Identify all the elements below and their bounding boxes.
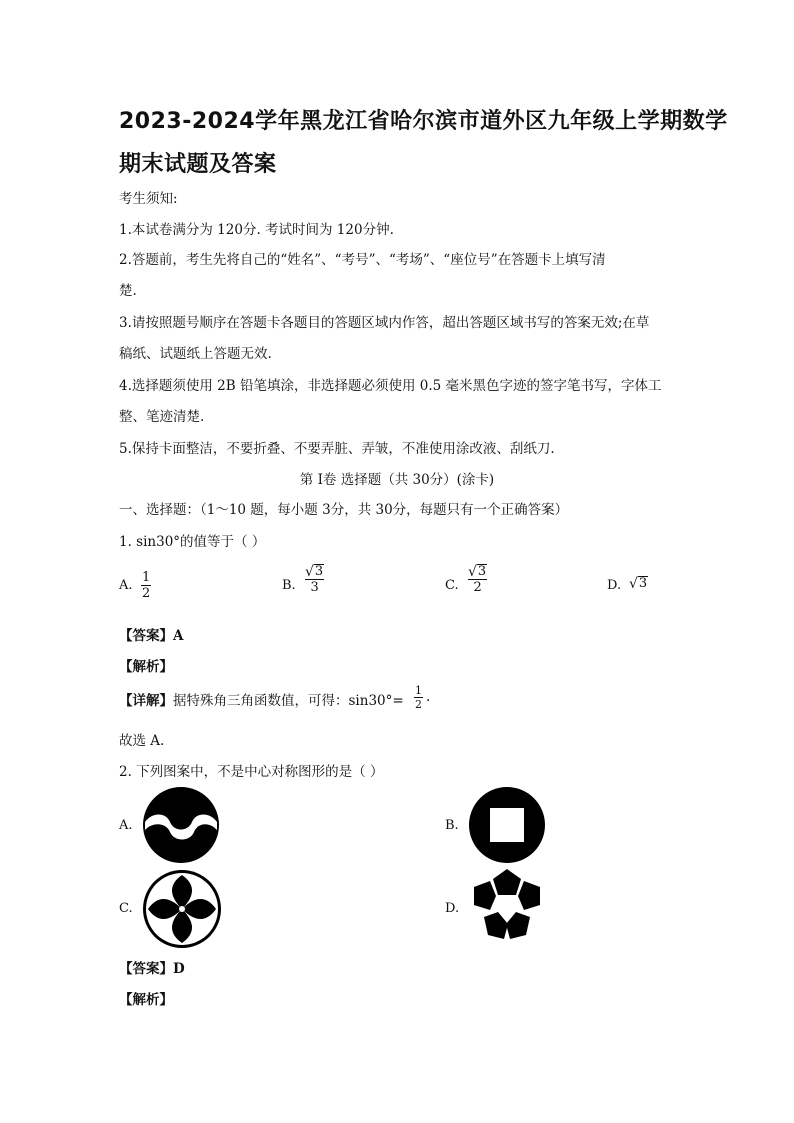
q2-option-c-four-petal-figure [142,869,222,949]
q1-detail-text: 据特殊角三角函数值，可得：sin30°= [173,693,404,709]
q1-option-d-radicand: 3 [638,576,648,591]
q1-option-c-label: C. [445,578,459,593]
radical-icon: √ [305,564,314,580]
notice-item-4a: 4.选择题须使用 2B 铅笔填涂，非选择题必须使用 0.5 毫米黑色字迹的签字笔书写，字体工 [119,378,662,394]
q2-answer: 【答案】D [119,961,185,977]
q1-analysis: 【解析】 [119,659,173,675]
q1-option-c-sqrt [468,564,487,579]
q2-option-b-square-in-circle-figure [468,786,546,864]
q1-option-c-denominator: 2 [473,580,482,595]
q1-option-a-fraction [141,570,151,601]
q1-option-d-label: D. [607,578,622,593]
q2-option-d-label: D. [445,901,460,916]
q2-option-c-label: C. [119,901,133,916]
notice-item-3a: 3.请按照题号顺序在答题卡各题目的答题区域内作答，超出答题区域书写的答案无效;在草 [119,315,650,331]
q2-option-b-label: B. [445,818,459,833]
notice-header: 考生须知: [119,191,178,207]
notice-item-5: 5.保持卡面整洁，不要折叠、不要弄脏、弄皱，不准使用涂改液、刮纸刀. [119,441,555,457]
notice-item-4b: 整、笔迹清楚. [119,409,205,425]
q1-detail-end: . [426,689,431,705]
q1-detail-fraction [414,684,423,711]
question-1-stem: 1. sin30°的值等于（ ） [119,534,266,550]
question-2-stem: 2. 下列图案中，不是中心对称图形的是（ ） [119,764,384,780]
q2-option-d-pentagon-figure [466,867,548,949]
q1-conclusion: 故选 A. [119,733,165,749]
q1-option-c-fraction [468,564,487,595]
radical-icon: √ [629,576,638,592]
q2-analysis: 【解析】 [119,992,173,1008]
q1-detail-denominator: 2 [415,698,422,711]
notice-item-3b: 稿纸、试题纸上答题无效. [119,346,272,362]
document-title-line1: 2023-2024学年黑龙江省哈尔滨市道外区九年级上学期数学 [119,109,728,134]
document-title-line2: 期末试题及答案 [119,152,277,177]
notice-item-1: 1.本试卷满分为 120分. 考试时间为 120分钟. [119,222,394,238]
q2-option-a-yin-yang-figure [142,786,220,864]
notice-item-2b: 楚. [119,283,137,299]
q1-option-b-label: B. [282,578,296,593]
q1-detail-numerator: 1 [415,684,422,697]
q1-option-b-fraction [305,564,324,595]
q2-option-a-label: A. [119,818,133,833]
q1-option-b-radicand: 3 [314,564,324,579]
q1-option-d-sqrt [629,576,648,591]
section-title: 第 I卷 选择题（共 30分）(涂卡) [299,472,495,488]
q1-detail [119,689,404,709]
q1-option-a-label: A. [119,578,133,593]
q1-option-d-value [629,576,648,592]
q1-option-b-sqrt [305,564,324,579]
part-one-heading: 一、选择题：（1～10 题，每小题 3分，共 30分，每题只有一个正确答案） [119,502,569,518]
notice-item-2a: 2.答题前，考生先将自己的“姓名”、“考号”、“考场”、“座位号”在答题卡上填写清 [119,252,606,268]
q1-answer: 【答案】A [119,628,184,644]
q1-option-a-numerator: 1 [142,570,151,585]
q1-option-c-radicand: 3 [477,564,487,579]
q1-detail-prefix: 【详解】 [119,693,173,709]
q1-option-b-denominator: 3 [310,580,319,595]
q1-option-a-denominator: 2 [142,586,151,601]
radical-icon: √ [468,564,477,580]
